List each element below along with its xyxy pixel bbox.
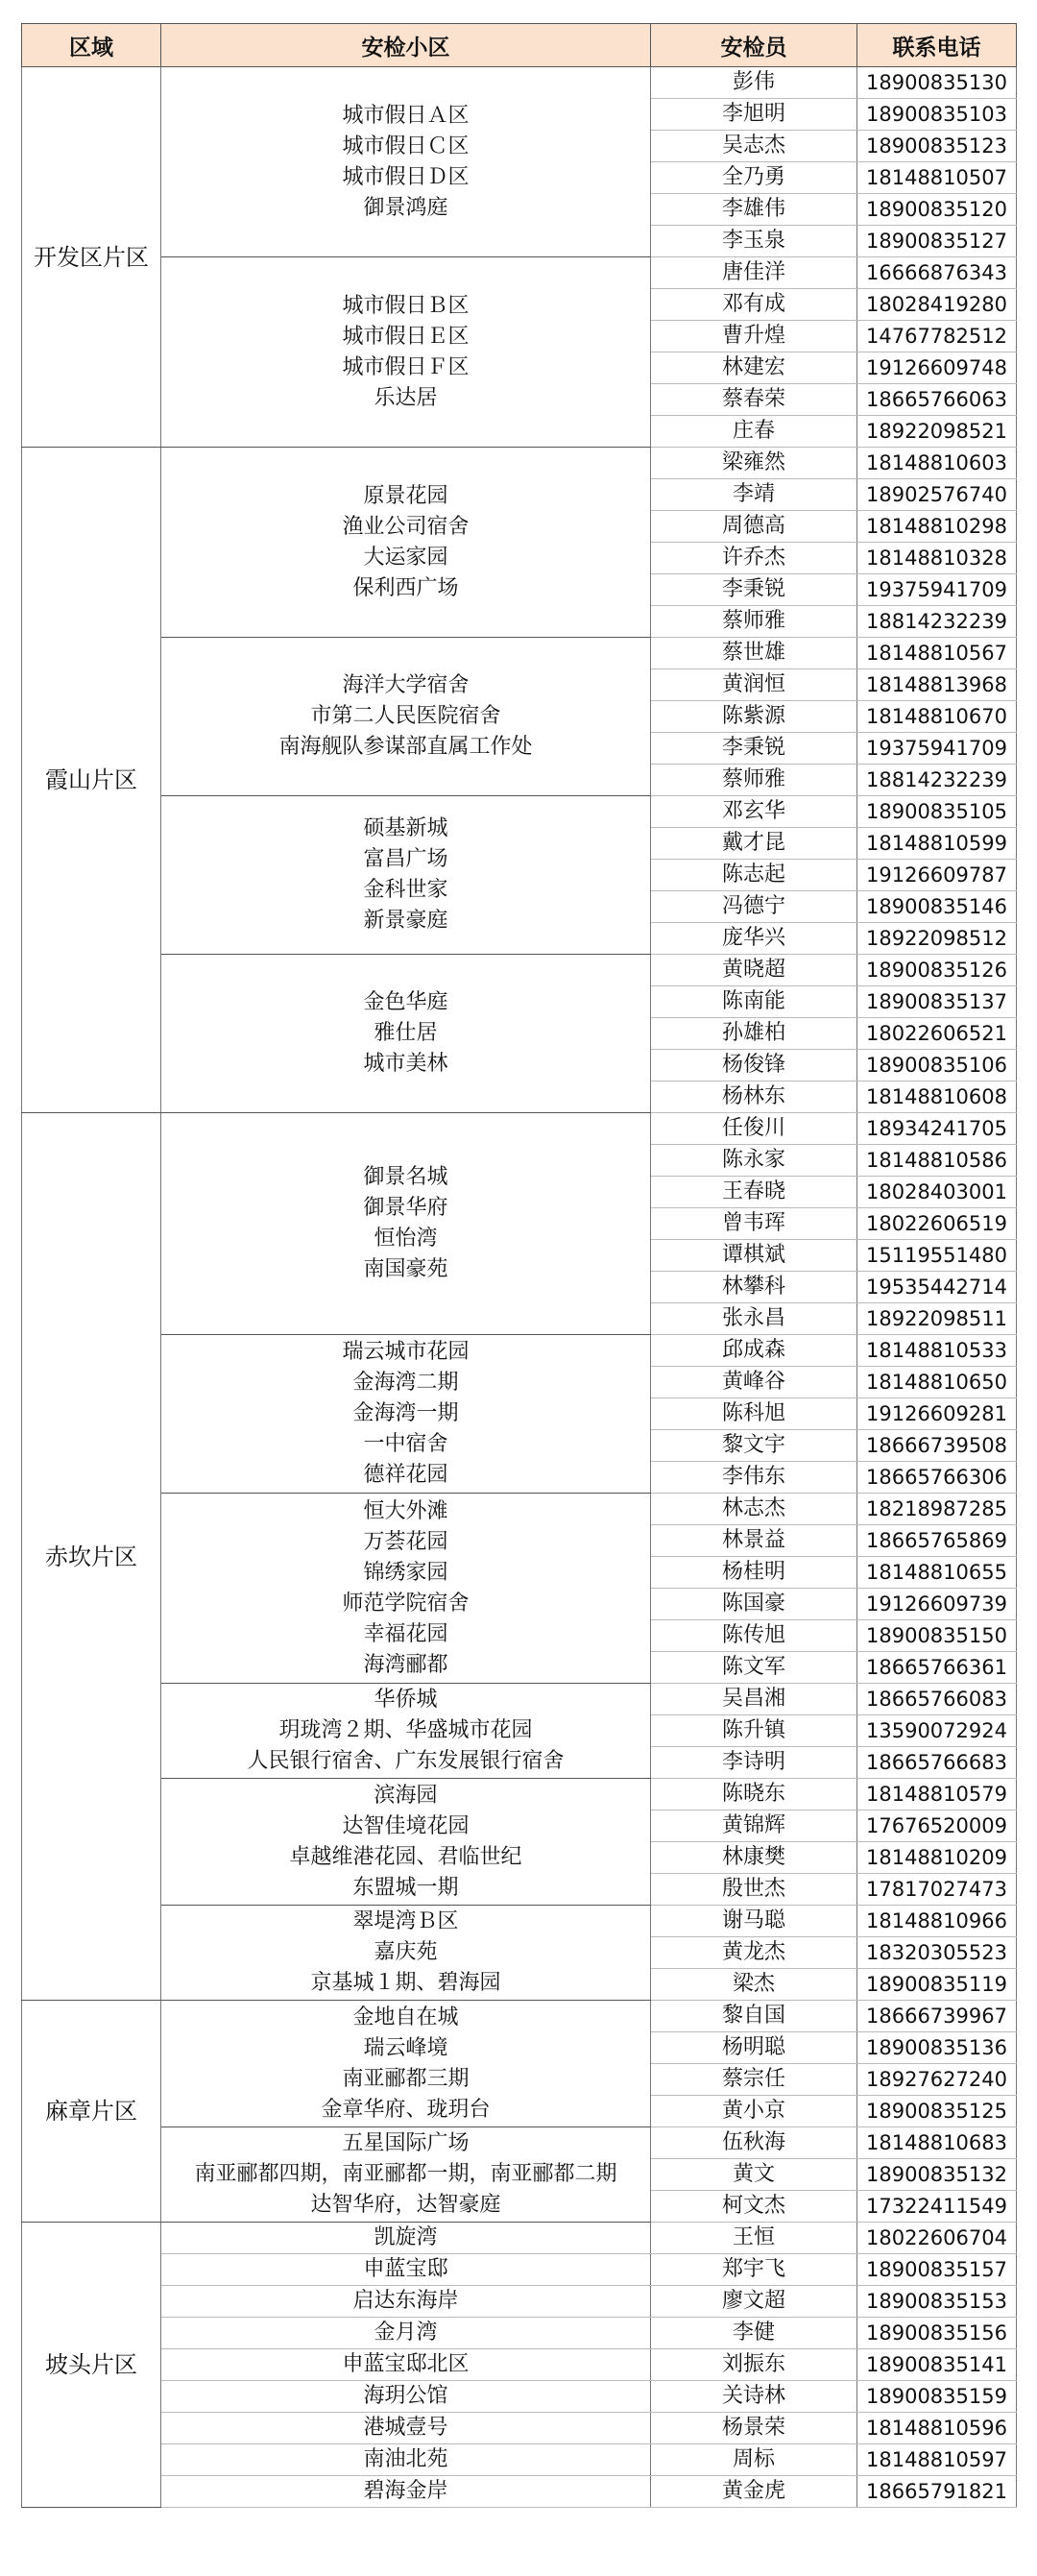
area-name-cell: 开发区片区 — [22, 67, 161, 448]
inspector-name: 黄文 — [651, 2159, 857, 2191]
phone-number: 19375941709 — [857, 574, 1017, 606]
phone-number: 19375941709 — [857, 733, 1017, 765]
header-community: 安检小区 — [161, 24, 651, 67]
phone-number: 18900835136 — [857, 2032, 1017, 2064]
community-name: 翠堤湾Ｂ区 — [352, 1909, 459, 1933]
community-name: 御景鸿庭 — [363, 195, 448, 220]
phone-number: 18665766306 — [857, 1462, 1017, 1494]
inspector-name: 杨桂明 — [651, 1557, 857, 1589]
inspector-name: 陈科旭 — [651, 1398, 857, 1430]
inspector-name: 柯文杰 — [651, 2191, 857, 2223]
phone-number: 18148810507 — [857, 162, 1017, 194]
inspector-name: 陈紫源 — [651, 701, 857, 733]
table-row — [22, 2318, 1017, 2349]
community-name: 城市美林 — [363, 1052, 448, 1076]
inspector-name: 林志杰 — [651, 1494, 857, 1525]
community-name: 恒大外滩 — [363, 1498, 448, 1523]
community-group-cell — [161, 2001, 651, 2127]
inspector-name: 吴志杰 — [651, 131, 857, 162]
table-row — [22, 1113, 1017, 1145]
phone-number: 18666739508 — [857, 1430, 1017, 1462]
phone-number: 18666739967 — [857, 2001, 1017, 2032]
phone-number: 19126609787 — [857, 860, 1017, 891]
community-name: 城市假日Ｄ区 — [342, 164, 470, 189]
community-name: 海洋大学宿舍 — [342, 673, 470, 697]
phone-number: 18814232239 — [857, 765, 1017, 796]
community-group-cell — [161, 638, 651, 796]
inspector-name: 李健 — [651, 2318, 857, 2349]
phone-number: 18148810599 — [857, 828, 1017, 860]
phone-number: 18665766683 — [857, 1747, 1017, 1779]
phone-number: 19126609281 — [857, 1398, 1017, 1430]
table-header-row — [22, 24, 1017, 67]
table-row — [22, 1494, 1017, 1525]
table-row — [22, 1779, 1017, 1810]
community-name: 幸福花园 — [363, 1621, 448, 1646]
community-name: 滨海园 — [374, 1783, 438, 1808]
phone-number: 18148813968 — [857, 669, 1017, 701]
inspector-name: 郑宇飞 — [651, 2254, 857, 2286]
phone-number: 18900835157 — [857, 2254, 1017, 2286]
phone-number: 17322411549 — [857, 2191, 1017, 2223]
phone-number: 18900835156 — [857, 2318, 1017, 2349]
community-name: 卓越维港花园、君临世纪 — [289, 1844, 522, 1869]
community-name: 南亚郦都三期 — [342, 2066, 470, 2091]
community-name: 南国豪苑 — [363, 1257, 448, 1281]
community-name: 乐达居 — [374, 385, 438, 410]
community-name: 师范学院宿舍 — [342, 1591, 470, 1616]
phone-number: 18665765869 — [857, 1525, 1017, 1557]
community-group-cell — [161, 1113, 651, 1335]
phone-number: 18900835125 — [857, 2096, 1017, 2127]
community-name: 金地自在城 — [352, 2005, 459, 2029]
phone-number: 13590072924 — [857, 1715, 1017, 1747]
phone-number: 18148810596 — [857, 2413, 1017, 2444]
inspector-name: 曾韦珲 — [651, 1208, 857, 1240]
phone-number: 18900835146 — [857, 891, 1017, 923]
table-row — [22, 1906, 1017, 1937]
inspector-name: 黄锦辉 — [651, 1810, 857, 1842]
phone-number: 18148810298 — [857, 511, 1017, 543]
inspector-name: 梁雍然 — [651, 448, 857, 479]
phone-number: 16666876343 — [857, 257, 1017, 289]
community-name: 京基城１期、碧海园 — [310, 1971, 501, 1995]
inspector-name: 周标 — [651, 2444, 857, 2476]
phone-number: 18902576740 — [857, 479, 1017, 511]
table-row — [22, 2476, 1017, 2508]
inspector-name: 陈志起 — [651, 860, 857, 891]
community-group-cell — [161, 1335, 651, 1494]
table-row — [22, 955, 1017, 986]
phone-number: 18900835127 — [857, 226, 1017, 257]
table-row — [22, 2127, 1017, 2159]
table-row — [22, 2413, 1017, 2444]
inspector-name: 廖文超 — [651, 2286, 857, 2318]
phone-number: 18148810328 — [857, 543, 1017, 574]
community-name: 东盟城一期 — [352, 1875, 459, 1900]
community-name: 南亚郦都四期，南亚郦都一期，南亚郦都二期 — [194, 2162, 617, 2186]
phone-number: 18665791821 — [857, 2476, 1017, 2508]
table-row — [22, 1335, 1017, 1367]
inspector-name: 黄小京 — [651, 2096, 857, 2127]
inspector-name: 蔡世雄 — [651, 638, 857, 669]
community-group-cell — [161, 448, 651, 638]
inspector-name: 许乔杰 — [651, 543, 857, 574]
inspector-name: 黄润恒 — [651, 669, 857, 701]
inspector-name: 陈南能 — [651, 986, 857, 1018]
community-name: 市第二人民医院宿舍 — [310, 704, 501, 728]
phone-number: 18022606704 — [857, 2223, 1017, 2254]
inspector-name: 邱成森 — [651, 1335, 857, 1367]
inspector-name: 谭棋斌 — [651, 1240, 857, 1272]
community-name: 海湾郦都 — [363, 1652, 448, 1677]
community-name: 城市假日Ｅ区 — [342, 324, 470, 349]
community-name: 城市假日Ｆ区 — [342, 354, 470, 379]
inspector-name: 王春晓 — [651, 1177, 857, 1208]
table-row — [22, 257, 1017, 289]
community-name: 人民银行宿舍、广东发展银行宿舍 — [247, 1749, 565, 1773]
phone-number: 18665766063 — [857, 384, 1017, 416]
community-name: 南油北苑 — [161, 2444, 651, 2476]
phone-number: 18900835150 — [857, 1620, 1017, 1652]
phone-number: 15119551480 — [857, 1240, 1017, 1272]
phone-number: 18148810608 — [857, 1081, 1017, 1113]
inspector-name: 梁杰 — [651, 1969, 857, 2001]
inspector-name: 李诗明 — [651, 1747, 857, 1779]
inspector-name: 黎自国 — [651, 2001, 857, 2032]
phone-number: 18922098511 — [857, 1303, 1017, 1335]
phone-number: 17817027473 — [857, 1874, 1017, 1906]
community-group-cell — [161, 67, 651, 257]
phone-number: 18900835106 — [857, 1050, 1017, 1081]
inspector-name: 黄晓超 — [651, 955, 857, 986]
inspector-name: 全乃勇 — [651, 162, 857, 194]
phone-number: 18148810670 — [857, 701, 1017, 733]
phone-number: 18900835126 — [857, 955, 1017, 986]
community-name: 大运家园 — [363, 545, 448, 570]
phone-number: 18900835153 — [857, 2286, 1017, 2318]
community-name: 港城壹号 — [161, 2413, 651, 2444]
phone-number: 18148810586 — [857, 1145, 1017, 1177]
table-row — [22, 796, 1017, 828]
inspector-name: 李靖 — [651, 479, 857, 511]
community-name: 一中宿舍 — [363, 1432, 448, 1456]
inspector-name: 林建宏 — [651, 352, 857, 384]
phone-number: 18148810603 — [857, 448, 1017, 479]
community-name: 申蓝宝邸北区 — [161, 2349, 651, 2381]
inspector-name: 林康樊 — [651, 1842, 857, 1874]
community-name: 达智佳境花园 — [342, 1813, 470, 1838]
phone-number: 18900835105 — [857, 796, 1017, 828]
phone-number: 18900835103 — [857, 99, 1017, 131]
inspector-name: 关诗林 — [651, 2381, 857, 2413]
phone-number: 18900835120 — [857, 194, 1017, 226]
inspector-name: 杨林东 — [651, 1081, 857, 1113]
area-name-cell: 麻章片区 — [22, 2001, 161, 2223]
phone-number: 18148810597 — [857, 2444, 1017, 2476]
community-name: 万荟花园 — [363, 1529, 448, 1554]
inspector-name: 孙雄柏 — [651, 1018, 857, 1050]
community-name: 硕基新城 — [363, 816, 448, 840]
community-group-cell — [161, 1494, 651, 1684]
inspector-name: 黄龙杰 — [651, 1937, 857, 1969]
phone-number: 18900835123 — [857, 131, 1017, 162]
phone-number: 18900835159 — [857, 2381, 1017, 2413]
phone-number: 14767782512 — [857, 321, 1017, 352]
community-name: 保利西广场 — [352, 575, 459, 600]
phone-number: 17676520009 — [857, 1810, 1017, 1842]
inspector-name: 冯德宁 — [651, 891, 857, 923]
table-row — [22, 1684, 1017, 1715]
phone-number: 18148810650 — [857, 1367, 1017, 1398]
inspector-name: 王恒 — [651, 2223, 857, 2254]
inspector-name: 陈升镇 — [651, 1715, 857, 1747]
community-name: 华侨城 — [374, 1688, 438, 1712]
inspector-name: 蔡春荣 — [651, 384, 857, 416]
community-name: 雅仕居 — [374, 1021, 438, 1045]
community-name: 海玥公馆 — [161, 2381, 651, 2413]
community-name: 锦绣家园 — [363, 1560, 448, 1585]
inspector-name: 戴才昆 — [651, 828, 857, 860]
inspector-name: 张永昌 — [651, 1303, 857, 1335]
inspector-name: 林景益 — [651, 1525, 857, 1557]
table-row — [22, 67, 1017, 99]
community-group-cell — [161, 955, 651, 1113]
phone-number: 18927627240 — [857, 2064, 1017, 2096]
inspector-name: 李秉锐 — [651, 574, 857, 606]
phone-number: 18148810533 — [857, 1335, 1017, 1367]
inspector-name: 蔡宗任 — [651, 2064, 857, 2096]
inspector-name: 杨景荣 — [651, 2413, 857, 2444]
community-name: 达智华府，达智豪庭 — [310, 2193, 501, 2217]
phone-number: 18934241705 — [857, 1113, 1017, 1145]
inspector-name: 伍秋海 — [651, 2127, 857, 2159]
community-name: 启达东海岸 — [161, 2286, 651, 2318]
inspector-name: 陈文军 — [651, 1652, 857, 1684]
community-name: 瑞云峰境 — [363, 2035, 448, 2060]
phone-number: 18148810579 — [857, 1779, 1017, 1810]
community-name: 御景华府 — [363, 1196, 448, 1220]
inspector-name: 杨明聪 — [651, 2032, 857, 2064]
phone-number: 18320305523 — [857, 1937, 1017, 1969]
phone-number: 18028419280 — [857, 289, 1017, 321]
community-name: 城市假日Ａ区 — [342, 103, 470, 128]
inspector-name: 庄春 — [651, 416, 857, 448]
inspector-name: 邓玄华 — [651, 796, 857, 828]
phone-number: 18218987285 — [857, 1494, 1017, 1525]
inspection-roster-table — [21, 23, 1017, 2508]
inspector-name: 蔡师雅 — [651, 765, 857, 796]
inspector-name: 李秉锐 — [651, 733, 857, 765]
community-name: 嘉庆苑 — [374, 1940, 438, 1964]
inspector-name: 李伟东 — [651, 1462, 857, 1494]
phone-number: 18900835137 — [857, 986, 1017, 1018]
phone-number: 18148810567 — [857, 638, 1017, 669]
table-row — [22, 2223, 1017, 2254]
area-name-cell: 赤坎片区 — [22, 1113, 161, 2001]
community-name: 原景花园 — [363, 483, 448, 508]
table-row — [22, 2001, 1017, 2032]
inspector-name: 李玉泉 — [651, 226, 857, 257]
table-row — [22, 2349, 1017, 2381]
community-group-cell — [161, 1684, 651, 1779]
phone-number: 18022606521 — [857, 1018, 1017, 1050]
table-row — [22, 448, 1017, 479]
phone-number: 18814232239 — [857, 606, 1017, 638]
inspector-name: 庞华兴 — [651, 923, 857, 955]
table-row — [22, 2444, 1017, 2476]
community-name: 五星国际广场 — [342, 2131, 470, 2155]
area-name-cell: 霞山片区 — [22, 448, 161, 1113]
community-name: 渔业公司宿舍 — [342, 514, 470, 539]
phone-number: 18922098512 — [857, 923, 1017, 955]
inspector-name: 吴昌湘 — [651, 1684, 857, 1715]
community-name: 金月湾 — [161, 2318, 651, 2349]
community-name: 凯旋湾 — [161, 2223, 651, 2254]
inspector-name: 杨俊锋 — [651, 1050, 857, 1081]
community-group-cell — [161, 1779, 651, 1906]
community-name: 新景豪庭 — [363, 909, 448, 933]
phone-number: 18028403001 — [857, 1177, 1017, 1208]
table-row — [22, 638, 1017, 669]
phone-number: 18900835141 — [857, 2349, 1017, 2381]
area-name-cell: 坡头片区 — [22, 2223, 161, 2508]
inspector-name: 黄金虎 — [651, 2476, 857, 2508]
community-name: 富昌广场 — [363, 847, 448, 871]
community-name: 金章华府、珑玥台 — [321, 2097, 491, 2122]
community-name: 金海湾二期 — [352, 1371, 459, 1395]
header-inspector: 安检员 — [651, 24, 857, 67]
community-name: 御景名城 — [363, 1165, 448, 1189]
phone-number: 19126609739 — [857, 1589, 1017, 1620]
community-name: 城市假日Ｂ区 — [342, 293, 470, 318]
community-name: 碧海金岸 — [161, 2476, 651, 2508]
phone-number: 18148810683 — [857, 2127, 1017, 2159]
community-group-cell — [161, 2127, 651, 2223]
phone-number: 18922098521 — [857, 416, 1017, 448]
community-name: 瑞云城市花园 — [342, 1340, 470, 1364]
phone-number: 18148810209 — [857, 1842, 1017, 1874]
table-row — [22, 2381, 1017, 2413]
community-group-cell — [161, 1906, 651, 2001]
inspector-name: 谢马聪 — [651, 1906, 857, 1937]
header-area: 区域 — [22, 24, 161, 67]
phone-number: 18665766083 — [857, 1684, 1017, 1715]
inspector-name: 任俊川 — [651, 1113, 857, 1145]
community-name: 城市假日Ｃ区 — [342, 134, 470, 158]
community-group-cell — [161, 796, 651, 955]
community-name: 金科世家 — [363, 878, 448, 902]
inspector-name: 李旭明 — [651, 99, 857, 131]
phone-number: 18900835132 — [857, 2159, 1017, 2191]
table-row — [22, 2286, 1017, 2318]
community-name: 金色华庭 — [363, 990, 448, 1014]
inspector-name: 曹升煌 — [651, 321, 857, 352]
inspector-name: 陈国豪 — [651, 1589, 857, 1620]
inspector-name: 殷世杰 — [651, 1874, 857, 1906]
inspector-name: 蔡师雅 — [651, 606, 857, 638]
inspector-name: 林攀科 — [651, 1272, 857, 1303]
phone-number: 18022606519 — [857, 1208, 1017, 1240]
community-group-cell — [161, 257, 651, 448]
phone-number: 19126609748 — [857, 352, 1017, 384]
phone-number: 18665766361 — [857, 1652, 1017, 1684]
inspector-name: 黎文宇 — [651, 1430, 857, 1462]
phone-number: 18900835130 — [857, 67, 1017, 99]
inspector-name: 唐佳洋 — [651, 257, 857, 289]
inspector-name: 周德高 — [651, 511, 857, 543]
inspector-name: 刘振东 — [651, 2349, 857, 2381]
community-name: 南海舰队参谋部直属工作处 — [278, 735, 533, 759]
inspector-name: 陈晓东 — [651, 1779, 857, 1810]
table-body — [22, 67, 1017, 2508]
inspector-name: 陈永家 — [651, 1145, 857, 1177]
inspector-name: 彭伟 — [651, 67, 857, 99]
inspector-name: 黄峰谷 — [651, 1367, 857, 1398]
phone-number: 18148810655 — [857, 1557, 1017, 1589]
inspector-name: 陈传旭 — [651, 1620, 857, 1652]
header-phone: 联系电话 — [857, 24, 1017, 67]
community-name: 金海湾一期 — [352, 1401, 459, 1425]
inspector-name: 李雄伟 — [651, 194, 857, 226]
community-name: 德祥花园 — [363, 1463, 448, 1487]
inspector-name: 邓有成 — [651, 289, 857, 321]
community-name: 恒怡湾 — [374, 1227, 438, 1251]
phone-number: 19535442714 — [857, 1272, 1017, 1303]
table-row — [22, 2254, 1017, 2286]
community-name: 申蓝宝邸 — [161, 2254, 651, 2286]
phone-number: 18900835119 — [857, 1969, 1017, 2001]
community-name: 玥珑湾２期、华盛城市花园 — [278, 1718, 533, 1742]
phone-number: 18148810966 — [857, 1906, 1017, 1937]
